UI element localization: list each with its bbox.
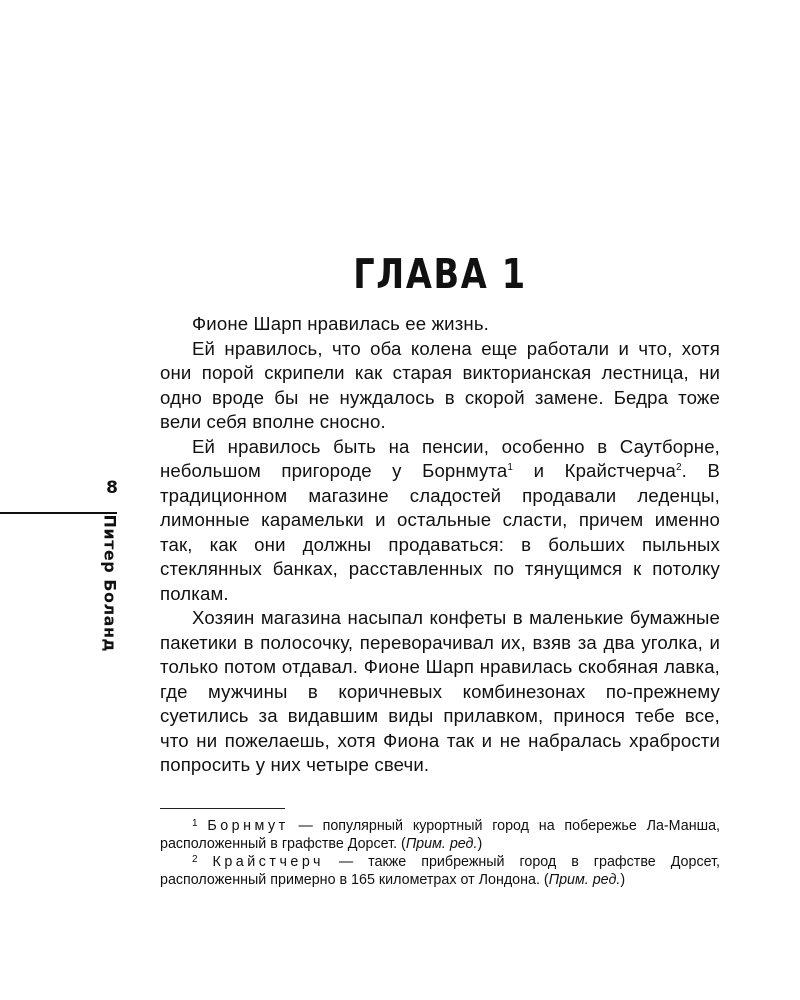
footnote	[160, 817, 720, 853]
paragraph: Хозяин магазина насыпал конфеты в маленькие бумажные пакетики в полосочку, переворачивал их, взяв за два уголка, и только потом отдавал. Фионе Шарп нравилась скобяная лавка, где мужчины в коричневых комбинезонах по-прежнему суетились за видавшим виды прилавком, принося тебе все, что ни пожелаешь, хотя Фиона так и не набралась храбрости попросить у них четыре свечи.	[160, 607, 720, 775]
page-number: 8	[106, 478, 118, 498]
footnote-close: )	[620, 872, 626, 888]
footnote-close: )	[477, 836, 483, 852]
paragraph-text: . В традиционном магазине сладостей продавали леденцы, лимонные карамельки и остальные сласти, причем именно так, как они должны продаваться: в больших пыльных стеклянных банках, расставленных по тянущимся к потолку полкам.	[160, 460, 720, 604]
footnote-divider	[160, 808, 285, 809]
paragraph: Фионе Шарп нравилась ее жизнь.	[192, 313, 489, 334]
footnote-reference: 1	[507, 462, 514, 473]
footnotes	[160, 817, 720, 889]
paragraph-text: Ей нравилось быть на пенсии, особенно в Саутборне, небольшом пригороде у Борнмута	[160, 435, 720, 481]
footnote-text: — также прибрежный город в графстве Дорсет, расположенный примерно в 165 километрах от Лондона. (	[160, 854, 721, 888]
footnote-term: Крайстчерч	[212, 854, 324, 870]
author-name: Питер Боланд	[100, 514, 120, 652]
margin-divider	[0, 512, 117, 514]
chapter-body	[160, 312, 720, 778]
footnote-number: 1	[192, 818, 198, 829]
paragraph-text: и Крайстчерча	[513, 460, 676, 481]
paragraph	[160, 435, 720, 607]
footnote	[160, 853, 720, 889]
footnote-number: 2	[192, 854, 198, 865]
editor-note: Прим. ред.	[405, 836, 478, 852]
chapter-title: ГЛАВА 1	[353, 250, 527, 298]
paragraph: Ей нравилось, что оба колена еще работали и что, хотя они порой скрипели как старая викторианская лестница, ни одно вроде бы не нуждалось в скорой замене. Бедра тоже вели себя вполне сносно.	[160, 337, 720, 432]
footnote-text: — популярный курортный город на побережье Ла-Манша, расположенный в графстве Дорсет. (	[160, 818, 720, 852]
footnote-reference: 2	[675, 462, 682, 473]
footnote-term: Борнмут	[207, 818, 289, 834]
editor-note: Прим. ред.	[548, 872, 621, 888]
